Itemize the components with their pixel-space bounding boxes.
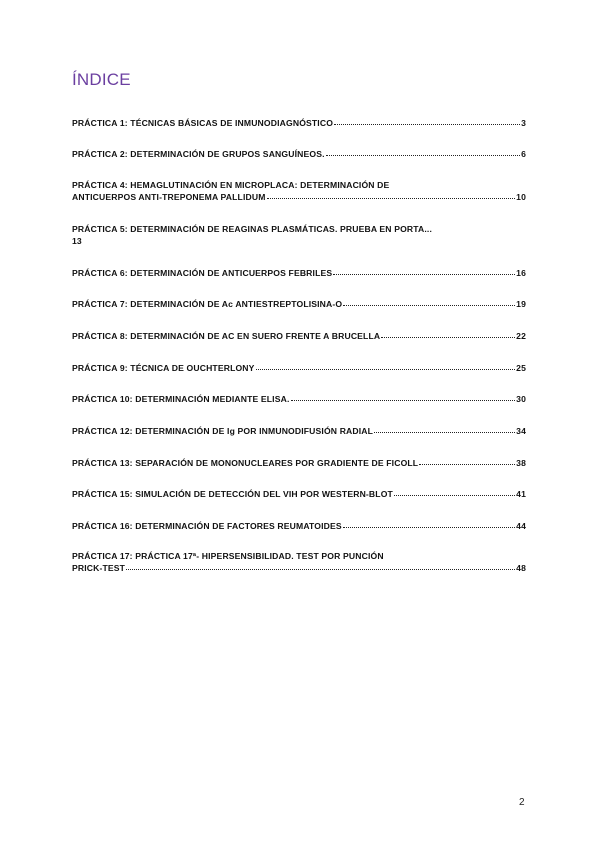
toc-entry-text: ANTICUERPOS ANTI-TREPONEMA PALLIDUM	[72, 192, 266, 202]
toc-entry-text: PRÁCTICA 9: TÉCNICA DE OUCHTERLONY	[72, 363, 255, 373]
toc-entry-page: 19	[516, 299, 526, 309]
leader-dots	[291, 394, 516, 401]
leader-dots	[394, 489, 515, 496]
toc-entry-page: 16	[516, 268, 526, 278]
toc-entry-page: 3	[521, 118, 526, 128]
toc-entry-2[interactable]	[72, 148, 526, 160]
toc-entry-page: 6	[521, 149, 526, 159]
leader-dots	[333, 268, 515, 275]
toc-entry-9[interactable]	[72, 362, 526, 374]
toc-entry-text: PRÁCTICA 8: DETERMINACIÓN DE AC EN SUERO FRENTE A BRUCELLA	[72, 331, 381, 341]
toc-entry-page: 34	[516, 426, 526, 436]
toc-entry-text-line1: PRÁCTICA 4: HEMAGLUTINACIÓN EN MICROPLACA: DETERMINACIÓN DE	[72, 180, 390, 190]
toc-entry-page: 44	[516, 521, 526, 531]
toc-entry-page: 38	[516, 458, 526, 468]
toc-entry-text: PRÁCTICA 13: SEPARACIÓN DE MONONUCLEARES POR GRADIENTE DE FICOLL	[72, 458, 419, 468]
toc-entry-text: PRÁCTICA 7: DETERMINACIÓN DE Ac ANTIESTREPTOLISINA-O	[72, 299, 343, 309]
leader-dots	[256, 363, 516, 370]
toc-entry-12[interactable]	[72, 425, 526, 437]
toc-entry-5[interactable]	[72, 223, 526, 247]
leader-dots	[126, 563, 515, 570]
toc-entry-text-line1: PRÁCTICA 5: DETERMINACIÓN DE REAGINAS PLASMÁTICAS. PRUEBA EN PORTA...	[72, 224, 433, 234]
toc-entry-page: 25	[516, 363, 526, 373]
toc-title: ÍNDICE	[72, 70, 131, 89]
toc-entry-8[interactable]	[72, 330, 526, 342]
toc-entry-15[interactable]	[72, 488, 526, 500]
toc-entry-text: PRÁCTICA 15: SIMULACIÓN DE DETECCIÓN DEL VIH POR WESTERN-BLOT	[72, 489, 393, 499]
toc-entry-4[interactable]	[72, 179, 526, 203]
toc-entry-page: 10	[516, 192, 526, 202]
toc-entry-1[interactable]	[72, 117, 526, 129]
toc-entry-6[interactable]	[72, 267, 526, 279]
page-number: 2	[519, 797, 525, 808]
toc-entry-page: 48	[516, 563, 526, 573]
leader-dots	[419, 458, 515, 465]
toc-entry-13[interactable]	[72, 457, 526, 469]
toc-entry-text-line1: PRÁCTICA 17: PRÁCTICA 17ª- HIPERSENSIBILIDAD. TEST POR PUNCIÓN	[72, 551, 384, 561]
leader-dots	[381, 331, 515, 338]
toc-entry-text: PRÁCTICA 6: DETERMINACIÓN DE ANTICUERPOS FEBRILES	[72, 268, 333, 278]
toc-entry-text: PRÁCTICA 12: DETERMINACIÓN DE Ig POR INMUNODIFUSIÓN RADIAL	[72, 426, 374, 436]
leader-dots	[374, 426, 515, 433]
toc-entry-10[interactable]	[72, 393, 526, 405]
toc-entry-17[interactable]	[72, 550, 526, 574]
toc-entry-text: PRÁCTICA 1: TÉCNICAS BÁSICAS DE INMUNODIAGNÓSTICO	[72, 118, 334, 128]
toc-entry-text: PRÁCTICA 2: DETERMINACIÓN DE GRUPOS SANGUÍNEOS.	[72, 149, 325, 159]
toc-entry-page: 41	[516, 489, 526, 499]
toc-entry-text: PRÁCTICA 10: DETERMINACIÓN MEDIANTE ELISA.	[72, 394, 290, 404]
leader-dots	[267, 192, 516, 199]
leader-dots	[334, 118, 520, 125]
toc-entry-text: PRICK-TEST	[72, 563, 126, 573]
toc-entry-16[interactable]	[72, 520, 526, 532]
toc-entry-7[interactable]	[72, 298, 526, 310]
toc-entry-page: 22	[516, 331, 526, 341]
leader-dots	[343, 521, 515, 528]
leader-dots	[326, 149, 520, 156]
toc-entry-page: 13	[72, 236, 82, 246]
toc-entry-page: 30	[516, 394, 526, 404]
leader-dots	[343, 299, 515, 306]
toc-entry-text: PRÁCTICA 16: DETERMINACIÓN DE FACTORES REUMATOIDES	[72, 521, 342, 531]
